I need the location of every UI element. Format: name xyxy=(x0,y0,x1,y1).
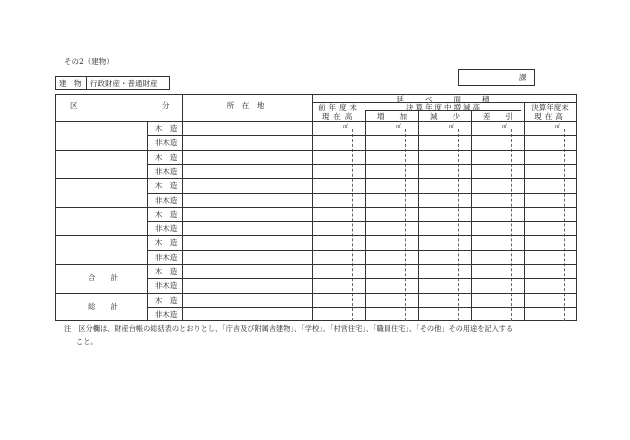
unit-increase: ㎡ xyxy=(396,124,402,130)
area-value-cell[interactable] xyxy=(524,293,576,307)
area-value-cell[interactable] xyxy=(365,293,418,307)
area-value-cell[interactable] xyxy=(312,164,365,178)
location-cell[interactable] xyxy=(182,207,312,221)
header-kubun-right: 分 xyxy=(162,101,170,110)
area-value-cell[interactable] xyxy=(471,193,524,207)
header-prev-year-2: 現在高 xyxy=(321,112,357,121)
header-increase: 増 加 xyxy=(377,112,407,121)
area-value-cell[interactable] xyxy=(471,221,524,235)
area-value-cell[interactable] xyxy=(524,121,576,135)
structure-wood-label: 木 造 xyxy=(154,124,178,133)
area-value-cell[interactable] xyxy=(471,250,524,264)
area-value-cell[interactable] xyxy=(312,235,365,249)
area-value-cell[interactable] xyxy=(418,164,471,178)
area-value-cell[interactable] xyxy=(471,164,524,178)
header-location: 所 在 地 xyxy=(226,101,265,110)
area-value-cell[interactable] xyxy=(524,264,576,278)
area-value-cell[interactable] xyxy=(418,221,471,235)
department-suffix: 課 xyxy=(519,73,527,82)
area-value-cell[interactable] xyxy=(312,121,365,135)
header-net: 差 引 xyxy=(483,112,513,121)
structure-nonwood-label: 非木造 xyxy=(154,138,178,148)
area-value-cell[interactable] xyxy=(418,293,471,307)
location-cell[interactable] xyxy=(182,293,312,307)
header-kubun-left: 区 xyxy=(70,101,78,110)
area-value-cell[interactable] xyxy=(365,278,418,292)
area-value-cell[interactable] xyxy=(471,135,524,149)
category-label: 建 物 xyxy=(59,79,82,88)
footnote-line-1: 注 区分欄は、財産台帳の総括表のとおりとし、「庁舎及び附属舎建物」、「学校」、「村営住宅」、「職員住宅」、「その他」その用途を記入する xyxy=(64,324,514,333)
unit-net: ㎡ xyxy=(502,124,508,130)
area-value-cell[interactable] xyxy=(418,135,471,149)
area-value-cell[interactable] xyxy=(524,250,576,264)
area-value-cell[interactable] xyxy=(471,121,524,135)
location-cell[interactable] xyxy=(182,121,312,135)
area-value-cell[interactable] xyxy=(471,278,524,292)
area-value-cell[interactable] xyxy=(471,235,524,249)
area-value-cell[interactable] xyxy=(524,307,576,321)
area-value-cell[interactable] xyxy=(524,235,576,249)
area-value-cell[interactable] xyxy=(471,207,524,221)
structure-wood-label: 木 造 xyxy=(154,152,178,162)
area-value-cell[interactable] xyxy=(418,193,471,207)
area-value-cell[interactable] xyxy=(524,207,576,221)
structure-wood-label: 木 造 xyxy=(154,295,178,305)
department-box[interactable] xyxy=(458,69,535,86)
section-title: その2（建物） xyxy=(64,57,114,66)
area-value-cell[interactable] xyxy=(524,278,576,292)
area-value-cell[interactable] xyxy=(365,235,418,249)
structure-nonwood-label: 非木造 xyxy=(154,252,178,262)
area-value-cell[interactable] xyxy=(365,193,418,207)
area-value-cell[interactable] xyxy=(524,178,576,192)
area-value-cell[interactable] xyxy=(418,178,471,192)
area-value-cell[interactable] xyxy=(418,207,471,221)
area-value-cell[interactable] xyxy=(471,178,524,192)
header-settle-1: 決算年度末 xyxy=(531,103,569,112)
location-cell[interactable] xyxy=(182,278,312,292)
area-value-cell[interactable] xyxy=(365,307,418,321)
area-value-cell[interactable] xyxy=(312,293,365,307)
area-value-cell[interactable] xyxy=(418,278,471,292)
structure-nonwood-label: 非木造 xyxy=(154,281,178,291)
structure-wood-label: 木 造 xyxy=(154,267,178,276)
area-value-cell[interactable] xyxy=(312,150,365,164)
unit-decrease: ㎡ xyxy=(449,124,455,130)
area-value-cell[interactable] xyxy=(418,150,471,164)
area-value-cell[interactable] xyxy=(365,121,418,135)
location-cell[interactable] xyxy=(182,150,312,164)
location-cell[interactable] xyxy=(182,178,312,192)
location-cell[interactable] xyxy=(182,307,312,321)
area-value-cell[interactable] xyxy=(312,207,365,221)
area-value-cell[interactable] xyxy=(365,135,418,149)
area-value-cell[interactable] xyxy=(418,235,471,249)
area-value-cell[interactable] xyxy=(471,293,524,307)
location-cell[interactable] xyxy=(182,235,312,249)
structure-nonwood-label: 非木造 xyxy=(154,195,178,205)
area-value-cell[interactable] xyxy=(418,307,471,321)
area-value-cell[interactable] xyxy=(365,164,418,178)
area-value-cell[interactable] xyxy=(312,250,365,264)
category-value: 行政財産・普通財産 xyxy=(90,79,158,88)
area-value-cell[interactable] xyxy=(312,135,365,149)
area-value-cell[interactable] xyxy=(312,178,365,192)
structure-wood-label: 木 造 xyxy=(154,209,178,219)
area-value-cell[interactable] xyxy=(365,150,418,164)
area-value-cell[interactable] xyxy=(524,135,576,149)
area-value-cell[interactable] xyxy=(471,307,524,321)
header-change-group: 決算年度中増減高 xyxy=(406,103,482,112)
area-value-cell[interactable] xyxy=(418,264,471,278)
structure-nonwood-label: 非木造 xyxy=(154,224,178,234)
row-group-name: 合 計 xyxy=(88,273,118,283)
location-cell[interactable] xyxy=(182,164,312,178)
area-value-cell[interactable] xyxy=(365,250,418,264)
row-group-name: 総 計 xyxy=(88,301,118,311)
area-value-cell[interactable] xyxy=(312,307,365,321)
footnote-line-2: こと。 xyxy=(76,337,98,346)
area-value-cell[interactable] xyxy=(471,150,524,164)
structure-nonwood-label: 非木造 xyxy=(154,166,178,176)
structure-nonwood-label: 非木造 xyxy=(154,309,178,319)
structure-wood-label: 木 造 xyxy=(154,238,178,248)
location-cell[interactable] xyxy=(182,221,312,235)
header-decrease: 減 少 xyxy=(430,112,460,121)
area-value-cell[interactable] xyxy=(524,164,576,178)
location-cell[interactable] xyxy=(182,264,312,278)
area-value-cell[interactable] xyxy=(418,121,471,135)
area-value-cell[interactable] xyxy=(524,221,576,235)
area-value-cell[interactable] xyxy=(312,264,365,278)
building-area-table xyxy=(55,94,577,321)
header-total-area: 延 べ 面 積 xyxy=(396,95,492,104)
unit-prev-year: ㎡ xyxy=(343,124,349,130)
area-value-cell[interactable] xyxy=(524,150,576,164)
area-value-cell[interactable] xyxy=(418,250,471,264)
location-cell[interactable] xyxy=(182,193,312,207)
header-settle-2: 現在高 xyxy=(534,112,566,121)
area-value-cell[interactable] xyxy=(365,221,418,235)
location-cell[interactable] xyxy=(182,250,312,264)
area-value-cell[interactable] xyxy=(312,193,365,207)
location-cell[interactable] xyxy=(182,135,312,149)
area-value-cell[interactable] xyxy=(365,264,418,278)
structure-wood-label: 木 造 xyxy=(154,181,178,191)
area-value-cell[interactable] xyxy=(471,264,524,278)
unit-settle: ㎡ xyxy=(555,124,561,130)
header-prev-year-1: 前年度末 xyxy=(318,103,360,112)
area-value-cell[interactable] xyxy=(365,178,418,192)
area-value-cell[interactable] xyxy=(312,278,365,292)
area-value-cell[interactable] xyxy=(365,207,418,221)
category-box xyxy=(55,76,170,90)
area-value-cell[interactable] xyxy=(524,193,576,207)
area-value-cell[interactable] xyxy=(312,221,365,235)
